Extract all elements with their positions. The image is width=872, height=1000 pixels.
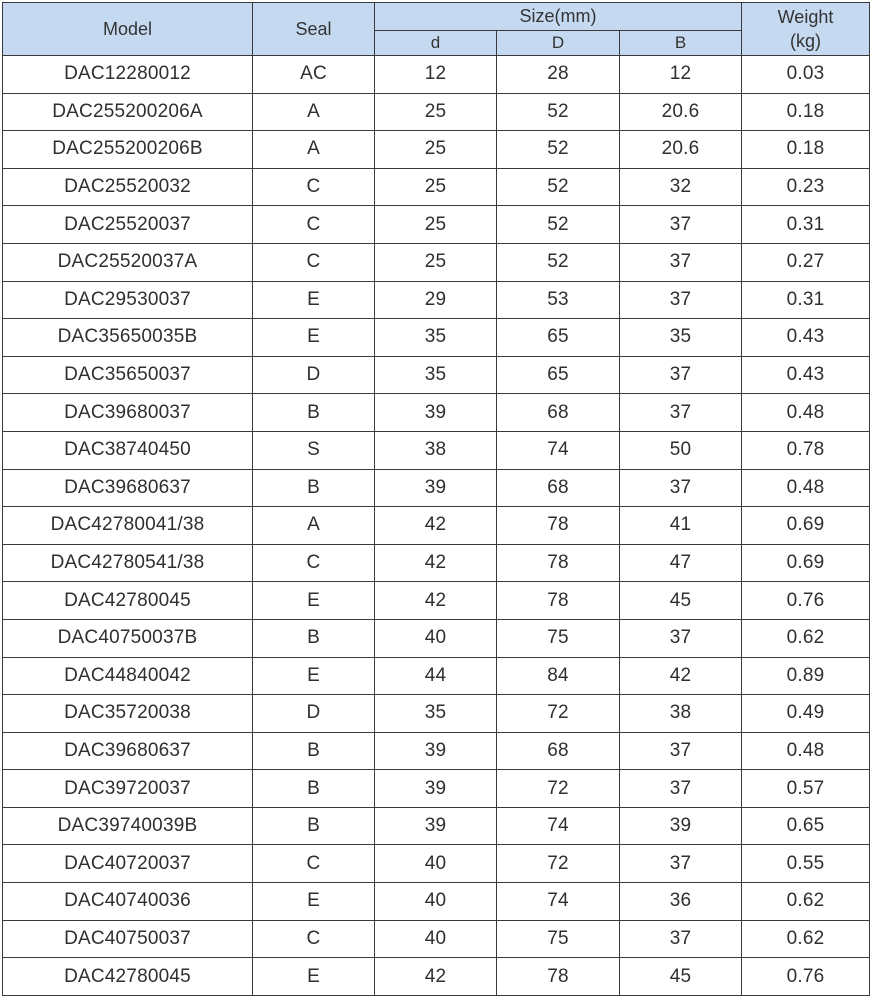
cell-width-B: 38 xyxy=(620,695,742,733)
cell-inner-d: 42 xyxy=(375,582,497,620)
table-row xyxy=(3,732,870,770)
cell-weight: 0.76 xyxy=(742,582,870,620)
table-row xyxy=(3,807,870,845)
cell-weight: 0.43 xyxy=(742,356,870,394)
cell-weight: 0.69 xyxy=(742,507,870,545)
cell-width-B: 39 xyxy=(620,807,742,845)
cell-weight: 0.62 xyxy=(742,619,870,657)
bearing-spec-table xyxy=(2,2,870,996)
cell-outer-D: 78 xyxy=(497,507,620,545)
cell-seal: B xyxy=(253,469,375,507)
cell-weight: 0.55 xyxy=(742,845,870,883)
table-header xyxy=(3,3,870,56)
table-row xyxy=(3,206,870,244)
table-row xyxy=(3,958,870,996)
cell-inner-d: 25 xyxy=(375,93,497,131)
cell-model: DAC40740036 xyxy=(3,883,253,921)
table-row xyxy=(3,319,870,357)
cell-model: DAC42780045 xyxy=(3,582,253,620)
cell-width-B: 37 xyxy=(620,356,742,394)
cell-model: DAC38740450 xyxy=(3,431,253,469)
cell-model: DAC39680037 xyxy=(3,394,253,432)
cell-model: DAC42780541/38 xyxy=(3,544,253,582)
cell-outer-D: 74 xyxy=(497,807,620,845)
cell-weight: 0.27 xyxy=(742,243,870,281)
cell-width-B: 37 xyxy=(620,619,742,657)
cell-width-B: 37 xyxy=(620,206,742,244)
table-row xyxy=(3,544,870,582)
cell-model: DAC12280012 xyxy=(3,56,253,94)
cell-outer-D: 75 xyxy=(497,920,620,958)
cell-seal: E xyxy=(253,281,375,319)
table-row xyxy=(3,920,870,958)
cell-model: DAC29530037 xyxy=(3,281,253,319)
table-row xyxy=(3,657,870,695)
cell-inner-d: 42 xyxy=(375,958,497,996)
cell-width-B: 47 xyxy=(620,544,742,582)
table-row xyxy=(3,243,870,281)
table-row xyxy=(3,845,870,883)
cell-seal: C xyxy=(253,206,375,244)
cell-outer-D: 78 xyxy=(497,582,620,620)
cell-outer-D: 68 xyxy=(497,732,620,770)
cell-inner-d: 39 xyxy=(375,394,497,432)
cell-width-B: 37 xyxy=(620,845,742,883)
cell-width-B: 20.6 xyxy=(620,93,742,131)
cell-outer-D: 72 xyxy=(497,845,620,883)
cell-seal: A xyxy=(253,131,375,169)
cell-outer-D: 74 xyxy=(497,883,620,921)
cell-model: DAC44840042 xyxy=(3,657,253,695)
cell-weight: 0.18 xyxy=(742,131,870,169)
cell-seal: C xyxy=(253,168,375,206)
cell-model: DAC40750037B xyxy=(3,619,253,657)
cell-model: DAC25520032 xyxy=(3,168,253,206)
cell-weight: 0.43 xyxy=(742,319,870,357)
cell-model: DAC25520037 xyxy=(3,206,253,244)
cell-seal: E xyxy=(253,883,375,921)
table-row xyxy=(3,431,870,469)
cell-inner-d: 39 xyxy=(375,732,497,770)
cell-seal: A xyxy=(253,507,375,545)
table-row xyxy=(3,770,870,808)
cell-inner-d: 25 xyxy=(375,131,497,169)
cell-outer-D: 68 xyxy=(497,469,620,507)
cell-width-B: 37 xyxy=(620,281,742,319)
header-size-inner-d: d xyxy=(375,31,497,56)
cell-seal: C xyxy=(253,243,375,281)
cell-weight: 0.31 xyxy=(742,206,870,244)
cell-seal: E xyxy=(253,582,375,620)
cell-seal: E xyxy=(253,958,375,996)
cell-model: DAC255200206A xyxy=(3,93,253,131)
cell-weight: 0.65 xyxy=(742,807,870,845)
cell-inner-d: 39 xyxy=(375,469,497,507)
table-row xyxy=(3,281,870,319)
cell-outer-D: 65 xyxy=(497,356,620,394)
cell-seal: B xyxy=(253,619,375,657)
cell-outer-D: 52 xyxy=(497,168,620,206)
table-row xyxy=(3,619,870,657)
cell-width-B: 50 xyxy=(620,431,742,469)
cell-width-B: 36 xyxy=(620,883,742,921)
cell-model: DAC42780041/38 xyxy=(3,507,253,545)
cell-weight: 0.69 xyxy=(742,544,870,582)
cell-outer-D: 28 xyxy=(497,56,620,94)
cell-weight: 0.57 xyxy=(742,770,870,808)
cell-outer-D: 52 xyxy=(497,243,620,281)
cell-weight: 0.62 xyxy=(742,883,870,921)
cell-seal: C xyxy=(253,920,375,958)
cell-outer-D: 72 xyxy=(497,770,620,808)
cell-width-B: 37 xyxy=(620,469,742,507)
cell-width-B: 37 xyxy=(620,732,742,770)
table-row xyxy=(3,469,870,507)
cell-width-B: 45 xyxy=(620,582,742,620)
table-row xyxy=(3,394,870,432)
cell-outer-D: 68 xyxy=(497,394,620,432)
cell-weight: 0.76 xyxy=(742,958,870,996)
cell-weight: 0.31 xyxy=(742,281,870,319)
table-row xyxy=(3,695,870,733)
cell-weight: 0.48 xyxy=(742,469,870,507)
table-body xyxy=(3,56,870,996)
cell-inner-d: 29 xyxy=(375,281,497,319)
cell-inner-d: 12 xyxy=(375,56,497,94)
cell-width-B: 12 xyxy=(620,56,742,94)
header-size: Size(mm) xyxy=(375,3,742,31)
table-row xyxy=(3,93,870,131)
cell-inner-d: 35 xyxy=(375,356,497,394)
cell-inner-d: 25 xyxy=(375,168,497,206)
header-seal: Seal xyxy=(253,3,375,56)
cell-seal: AC xyxy=(253,56,375,94)
header-size-outer-D: D xyxy=(497,31,620,56)
cell-inner-d: 35 xyxy=(375,319,497,357)
cell-width-B: 35 xyxy=(620,319,742,357)
cell-inner-d: 40 xyxy=(375,845,497,883)
table-row xyxy=(3,56,870,94)
cell-seal: E xyxy=(253,319,375,357)
cell-inner-d: 44 xyxy=(375,657,497,695)
cell-inner-d: 40 xyxy=(375,920,497,958)
header-weight xyxy=(742,3,870,56)
cell-weight: 0.89 xyxy=(742,657,870,695)
cell-inner-d: 40 xyxy=(375,883,497,921)
cell-model: DAC39720037 xyxy=(3,770,253,808)
cell-model: DAC35650035B xyxy=(3,319,253,357)
header-weight-unit: (kg) xyxy=(790,31,821,51)
cell-seal: B xyxy=(253,732,375,770)
table-row xyxy=(3,131,870,169)
cell-width-B: 37 xyxy=(620,770,742,808)
cell-seal: S xyxy=(253,431,375,469)
cell-model: DAC42780045 xyxy=(3,958,253,996)
cell-outer-D: 84 xyxy=(497,657,620,695)
cell-model: DAC25520037A xyxy=(3,243,253,281)
cell-width-B: 32 xyxy=(620,168,742,206)
cell-seal: E xyxy=(253,657,375,695)
cell-outer-D: 52 xyxy=(497,131,620,169)
cell-model: DAC255200206B xyxy=(3,131,253,169)
cell-width-B: 20.6 xyxy=(620,131,742,169)
cell-model: DAC39680637 xyxy=(3,732,253,770)
cell-model: DAC40750037 xyxy=(3,920,253,958)
cell-width-B: 37 xyxy=(620,243,742,281)
cell-seal: C xyxy=(253,845,375,883)
cell-inner-d: 35 xyxy=(375,695,497,733)
cell-seal: B xyxy=(253,394,375,432)
cell-outer-D: 72 xyxy=(497,695,620,733)
cell-seal: B xyxy=(253,807,375,845)
cell-model: DAC35650037 xyxy=(3,356,253,394)
cell-outer-D: 78 xyxy=(497,544,620,582)
cell-width-B: 37 xyxy=(620,920,742,958)
cell-model: DAC35720038 xyxy=(3,695,253,733)
cell-inner-d: 25 xyxy=(375,206,497,244)
cell-width-B: 45 xyxy=(620,958,742,996)
cell-seal: A xyxy=(253,93,375,131)
cell-seal: D xyxy=(253,695,375,733)
table-row xyxy=(3,582,870,620)
cell-inner-d: 38 xyxy=(375,431,497,469)
cell-outer-D: 75 xyxy=(497,619,620,657)
header-size-width-B: B xyxy=(620,31,742,56)
cell-inner-d: 42 xyxy=(375,544,497,582)
cell-width-B: 37 xyxy=(620,394,742,432)
cell-inner-d: 39 xyxy=(375,807,497,845)
cell-weight: 0.49 xyxy=(742,695,870,733)
cell-weight: 0.62 xyxy=(742,920,870,958)
table-row xyxy=(3,356,870,394)
cell-outer-D: 52 xyxy=(497,206,620,244)
cell-model: DAC40720037 xyxy=(3,845,253,883)
cell-model: DAC39740039B xyxy=(3,807,253,845)
cell-weight: 0.48 xyxy=(742,394,870,432)
cell-model: DAC39680637 xyxy=(3,469,253,507)
cell-inner-d: 40 xyxy=(375,619,497,657)
cell-weight: 0.23 xyxy=(742,168,870,206)
header-weight-line1: Weight xyxy=(777,7,834,27)
header-model: Model xyxy=(3,3,253,56)
cell-weight: 0.78 xyxy=(742,431,870,469)
cell-outer-D: 74 xyxy=(497,431,620,469)
cell-inner-d: 42 xyxy=(375,507,497,545)
cell-weight: 0.18 xyxy=(742,93,870,131)
cell-seal: D xyxy=(253,356,375,394)
cell-inner-d: 39 xyxy=(375,770,497,808)
cell-outer-D: 52 xyxy=(497,93,620,131)
cell-outer-D: 53 xyxy=(497,281,620,319)
table-row xyxy=(3,168,870,206)
table-row xyxy=(3,883,870,921)
cell-outer-D: 78 xyxy=(497,958,620,996)
cell-width-B: 41 xyxy=(620,507,742,545)
cell-seal: C xyxy=(253,544,375,582)
cell-outer-D: 65 xyxy=(497,319,620,357)
cell-width-B: 42 xyxy=(620,657,742,695)
cell-seal: B xyxy=(253,770,375,808)
cell-weight: 0.48 xyxy=(742,732,870,770)
table-row xyxy=(3,507,870,545)
cell-inner-d: 25 xyxy=(375,243,497,281)
cell-weight: 0.03 xyxy=(742,56,870,94)
